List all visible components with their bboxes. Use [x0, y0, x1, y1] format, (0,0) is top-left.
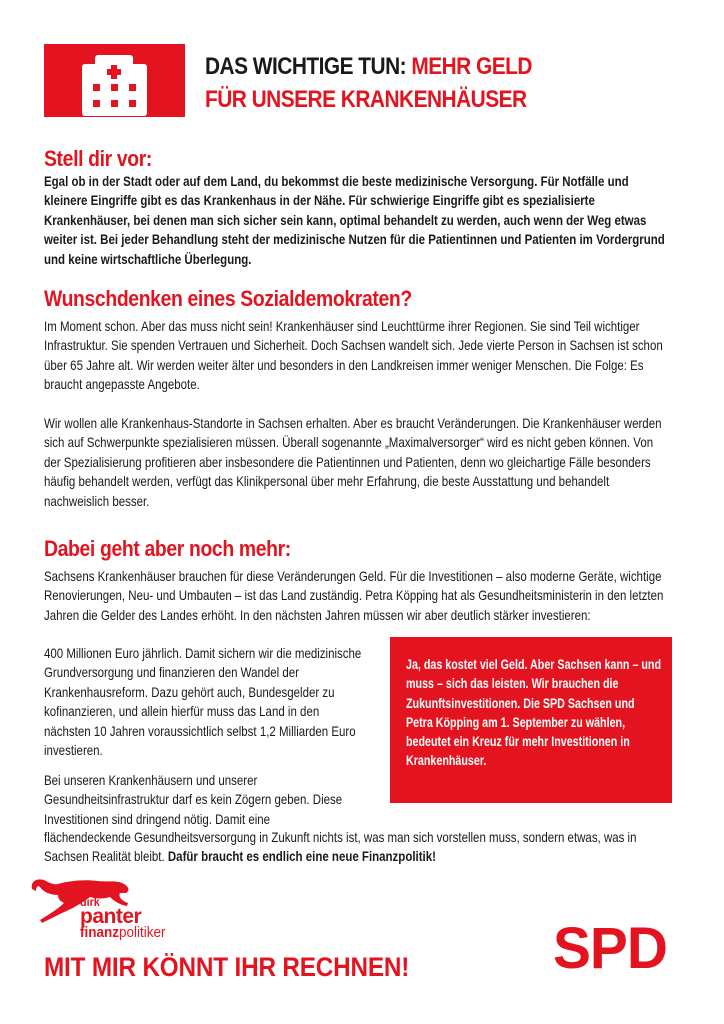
- section-heading-2: Wunschdenken eines Sozialdemokraten?: [44, 286, 412, 311]
- section-2-paragraph-1: Im Moment schon. Aber das muss nicht sein! Krankenhäuser sind Leuchttürme ihrer Regionen. Sie sind Teil wichtiger Infrastruktur. Sie spenden Vertrauen und Sicherheit. Doch Sachsen wandelt sich. Jede vierte Person in Sachsen ist schon über 65 Jahre alt. Wir werden weiter älter und besonders in den Landkreisen immer weniger Menschen. Die Folge: Es braucht angepasste Angebote.: [44, 319, 663, 393]
- callout-box: [390, 637, 672, 803]
- section-2-paragraph-2: Wir wollen alle Krankenhaus-Standorte in Sachsen erhalten. Aber es braucht Veränderungen. Die Krankenhäuser werden sich auf Schwerpunkte spezialisieren müssen. Überall sogenannte „Maximalversorger“ wird es nicht geben können. Von der Spezialisierung profitieren aber insbesondere die Patientinnen und Patienten, denn wo gleichartige Fälle besonders häufig behandelt werden, verfügt das Klinikpersonal über mehr Erfahrung, die beste Ausstattung und behandelt nachweislich besser.: [44, 416, 662, 509]
- title-red-1: MEHR GELD: [411, 53, 532, 80]
- section-heading-1: Stell dir vor:: [44, 146, 153, 171]
- brand-sub-regular: politiker: [119, 924, 166, 941]
- section-3-paragraph-4: [44, 828, 669, 867]
- page-title: [205, 50, 532, 116]
- closing-bold-text: Dafür braucht es endlich eine neue Finanzpolitik!: [167, 849, 436, 865]
- hospital-icon-box: [44, 44, 185, 117]
- slogan: MIT MIR KÖNNT IHR RECHNEN!: [44, 952, 410, 982]
- callout-text: Ja, das kostet viel Geld. Aber Sachsen kann – und muss – sich das leisten. Wir brauchen die Zukunftsinvestitionen. Die SPD Sachsen und Petra Köpping am 1. September zu wählen, bedeutet ein Kreuz für mehr Investitionen in Krankenhäuser.: [406, 657, 662, 769]
- brand-sub-bold: finanz: [80, 924, 120, 941]
- section-3-paragraph-2: 400 Millionen Euro jährlich. Damit sichern wir die medizinische Grundversorgung und finanzieren den Wandel der Krankenhausreform. Dazu gehört auch, Bundesgelder zu kofinanzieren, und allein hierfür muss das Land in den nächsten 10 Jahren voraussichtlich selbst 1,2 Milliarden Euro investieren.: [44, 646, 362, 759]
- title-red-2: FÜR UNSERE KRANKENHÄUSER: [205, 86, 527, 113]
- title-dark: DAS WICHTIGE TUN:: [205, 53, 412, 80]
- dirk-panter-brand: [80, 896, 175, 940]
- spd-logo: SPD: [553, 916, 667, 981]
- section-3-paragraph-1: Sachsens Krankenhäuser brauchen für diese Veränderungen Geld. Für die Investitionen – also moderne Geräte, wichtige Renovierungen, Neu- und Umbauten – ist das Land zuständig. Petra Köpping hat als Gesundheitsministerin in den letzten Jahren die Gelder des Landes erhöht. In den nächsten Jahren müssen wir aber deutlich stärker investieren:: [44, 569, 664, 623]
- brand-subtitle: [80, 925, 166, 940]
- brand-small: dirk: [80, 895, 100, 909]
- section-heading-3: Dabei geht aber noch mehr:: [44, 536, 291, 561]
- section-1-paragraph: Egal ob in der Stadt oder auf dem Land, du bekommst die beste medizinische Versorgung. Für Notfälle und kleinere Eingriffe gibt es das Krankenhaus in der Nähe. Für schwierige Eingriffe gibt es spezialisierte Krankenhäuser, bei denen man sich sicher sein kann, optimal behandelt zu werden, auch wenn der Weg etwas weiter ist. Bei jeder Behandlung steht der medizinische Nutzen für die Patientinnen und Patienten im Vordergrund und keine wirtschaftliche Überlegung.: [44, 174, 665, 267]
- brand-name: panter: [80, 905, 142, 928]
- section-3-paragraph-3: Bei unseren Krankenhäusern und unserer Gesundheitsinfrastruktur darf es kein Zögern geben. Diese Investitionen sind dringend nötig. Damit eine: [44, 773, 343, 827]
- hospital-icon: [44, 44, 185, 117]
- closing-text: flächendeckende Gesundheitsversorgung in Zukunft nichts ist, was man sich vorstellen muss, sondern etwas, was in Sachsen Realität bleibt.: [44, 830, 637, 865]
